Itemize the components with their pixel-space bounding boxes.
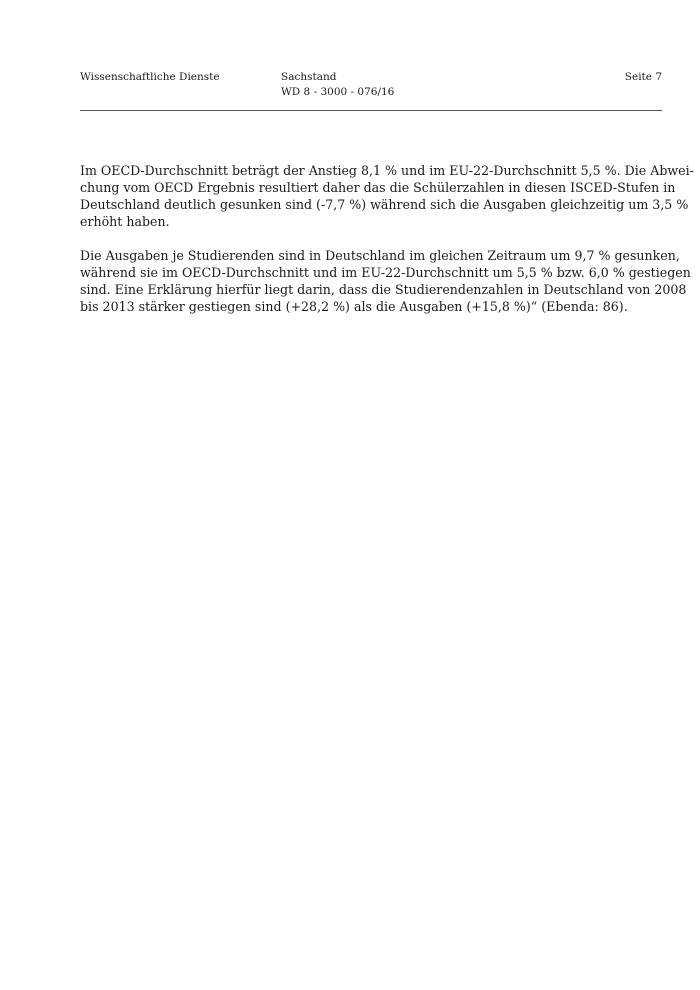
text-line: bis 2013 stärker gestiegen sind (+28,2 %) als die Ausgaben (+15,8 %)“ (Ebenda: 86). <box>80 299 628 314</box>
header-doc-type: Sachstand <box>281 71 337 83</box>
header-page-number: Seite 7 <box>624 71 662 83</box>
text-line: chung vom OECD Ergebnis resultiert daher das die Schülerzahlen in diesen ISCED-Stufen in <box>80 180 676 195</box>
page-header <box>80 70 662 110</box>
paragraph-1 <box>80 162 694 230</box>
header-doc-number: WD 8 - 3000 - 076/16 <box>281 86 395 98</box>
header-organization: Wissenschaftliche Dienste <box>80 71 220 83</box>
text-line: Deutschland deutlich gesunken sind (-7,7 %) während sich die Ausgaben gleichzeitig um 3,5 % <box>80 197 689 212</box>
document-body <box>80 162 694 332</box>
paragraph-2 <box>80 247 691 315</box>
header-divider <box>80 110 662 111</box>
header-document-info <box>281 70 394 100</box>
text-line: Im OECD-Durchschnitt beträgt der Anstieg 8,1 % und im EU-22-Durchschnitt 5,5 %. Die Abwei- <box>80 163 694 178</box>
text-line: sind. Eine Erklärung hierfür liegt darin, dass die Studierendenzahlen in Deutschland von 2008 <box>80 282 687 297</box>
text-line: während sie im OECD-Durchschnitt und im EU-22-Durchschnitt um 5,5 % bzw. 6,0 % gestiegen <box>80 265 691 280</box>
text-line: Die Ausgaben je Studierenden sind in Deutschland im gleichen Zeitraum um 9,7 % gesunken, <box>80 248 680 263</box>
text-line: erhöht haben. <box>80 214 170 229</box>
